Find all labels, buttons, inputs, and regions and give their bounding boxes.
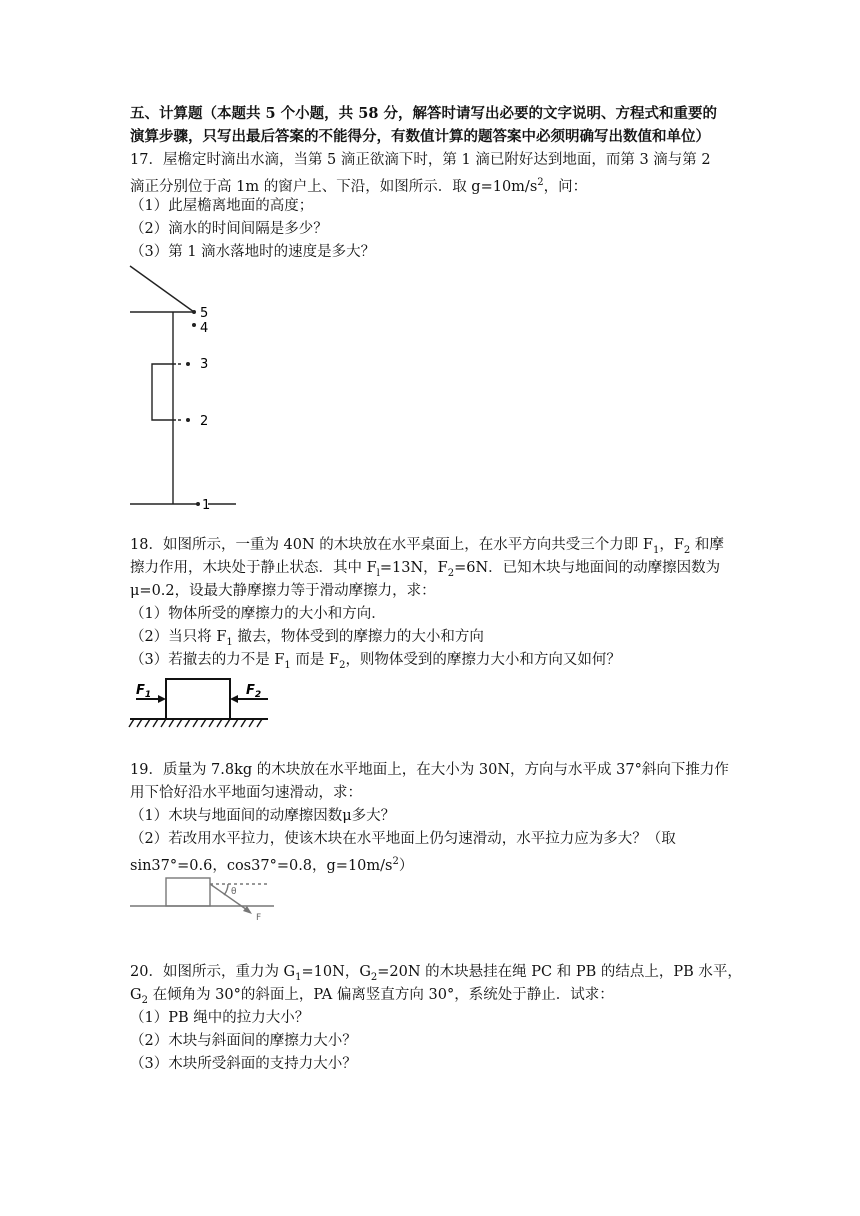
q19-sub1: （1）木块与地面间的动摩擦因数μ多大？ xyxy=(130,808,396,824)
section-title-line2: 演算步骤，只写出最后答案的不能得分，有数值计算的题答案中必须明确写出数值和单位） xyxy=(130,128,710,145)
q18-line2: 擦力作用，木块处于静止状态．其中 $F_l=13N$，$F_2=6N$．已知木块与地面间的动摩擦因数为 xyxy=(130,560,721,579)
drop-label-5: 5 xyxy=(200,306,209,321)
q18-sub1: （1）物体所受的摩擦力的大小和方向． xyxy=(130,606,386,622)
drop-label-2: 2 xyxy=(200,414,209,429)
force-label-f: F xyxy=(256,913,262,923)
q19-line2: 用下恰好沿水平地面匀速滑动，求： xyxy=(130,785,362,801)
drop-label-3: 3 xyxy=(200,357,209,372)
drop-label-4: 4 xyxy=(200,321,209,336)
q20-sub3: （3）木块所受斜面的支持力大小？ xyxy=(130,1056,357,1072)
q17-figure-eaves-drops xyxy=(126,262,246,512)
q17-sub2: （2）滴水的时间间隔是多少？ xyxy=(130,221,328,237)
force-label-f2: $F_2$ xyxy=(246,683,262,700)
q18-figure-block-forces xyxy=(128,675,278,733)
q18-line3: μ=0.2，设最大静摩擦力等于滑动摩擦力，求： xyxy=(130,583,436,599)
q19-sub2: （2）若改用水平拉力，使该木块在水平地面上仍匀速滑动，水平拉力应为多大？（取 xyxy=(130,831,676,847)
q17-sub1: （1）此屋檐离地面的高度； xyxy=(130,198,314,214)
drop-label-1: 1 xyxy=(202,498,211,513)
q17-sub3: （3）第 1 滴水落地时的速度是多大？ xyxy=(130,244,376,260)
angle-label-theta: θ xyxy=(231,887,237,897)
q18-line1: 18．如图所示，一重为 40N 的木块放在水平桌面上，在水平方向共受三个力即 $F_1$，$F_2$ 和摩 xyxy=(130,537,724,556)
q19-line1: 19．质量为 7.8kg 的木块放在水平地面上，在大小为 30N，方向与水平成 37°斜向下推力作 xyxy=(130,762,729,778)
section-title-line1: 五、计算题（本题共 5 个小题，共 58 分，解答时请写出必要的文字说明、方程式和重要的 xyxy=(130,105,717,122)
q20-line2: $G_2$ 在倾角为 30°的斜面上，PA 偏离竖直方向 30°，系统处于静止．试求： xyxy=(130,987,614,1006)
q20-sub2: （2）木块与斜面间的摩擦力大小？ xyxy=(130,1033,357,1049)
ground-hatching xyxy=(129,719,262,727)
q19-figure-inclined-push xyxy=(128,874,278,924)
q19-sub2-cont: sin37°=0.6，cos37°=0.8，$g=10m/s^2$） xyxy=(130,856,414,874)
q20-sub1: （1）PB 绳中的拉力大小？ xyxy=(130,1010,310,1026)
q20-line1: 20．如图所示，重力为 $G_1=10N$，$G_2=20N$ 的木块悬挂在绳 PC 和 PB 的结点上，PB 水平， xyxy=(130,964,742,983)
q18-sub2: （2）当只将 $F_1$ 撤去，物体受到的摩擦力的大小和方向 xyxy=(130,629,484,648)
force-label-f1: $F_1$ xyxy=(136,683,152,700)
q17-stem-line2: 滴正分别位于高 1m 的窗户上、下沿，如图所示．取 $g=10m/s^2$，问： xyxy=(130,177,588,195)
q18-sub3: （3）若撤去的力不是 $F_1$ 而是 $F_2$，则物体受到的摩擦力大小和方向又如何？ xyxy=(130,652,621,671)
q17-stem-line1: 17．屋檐定时滴出水滴，当第 5 滴正欲滴下时，第 1 滴已附好达到地面，而第 3 滴与第 2 xyxy=(130,152,711,168)
